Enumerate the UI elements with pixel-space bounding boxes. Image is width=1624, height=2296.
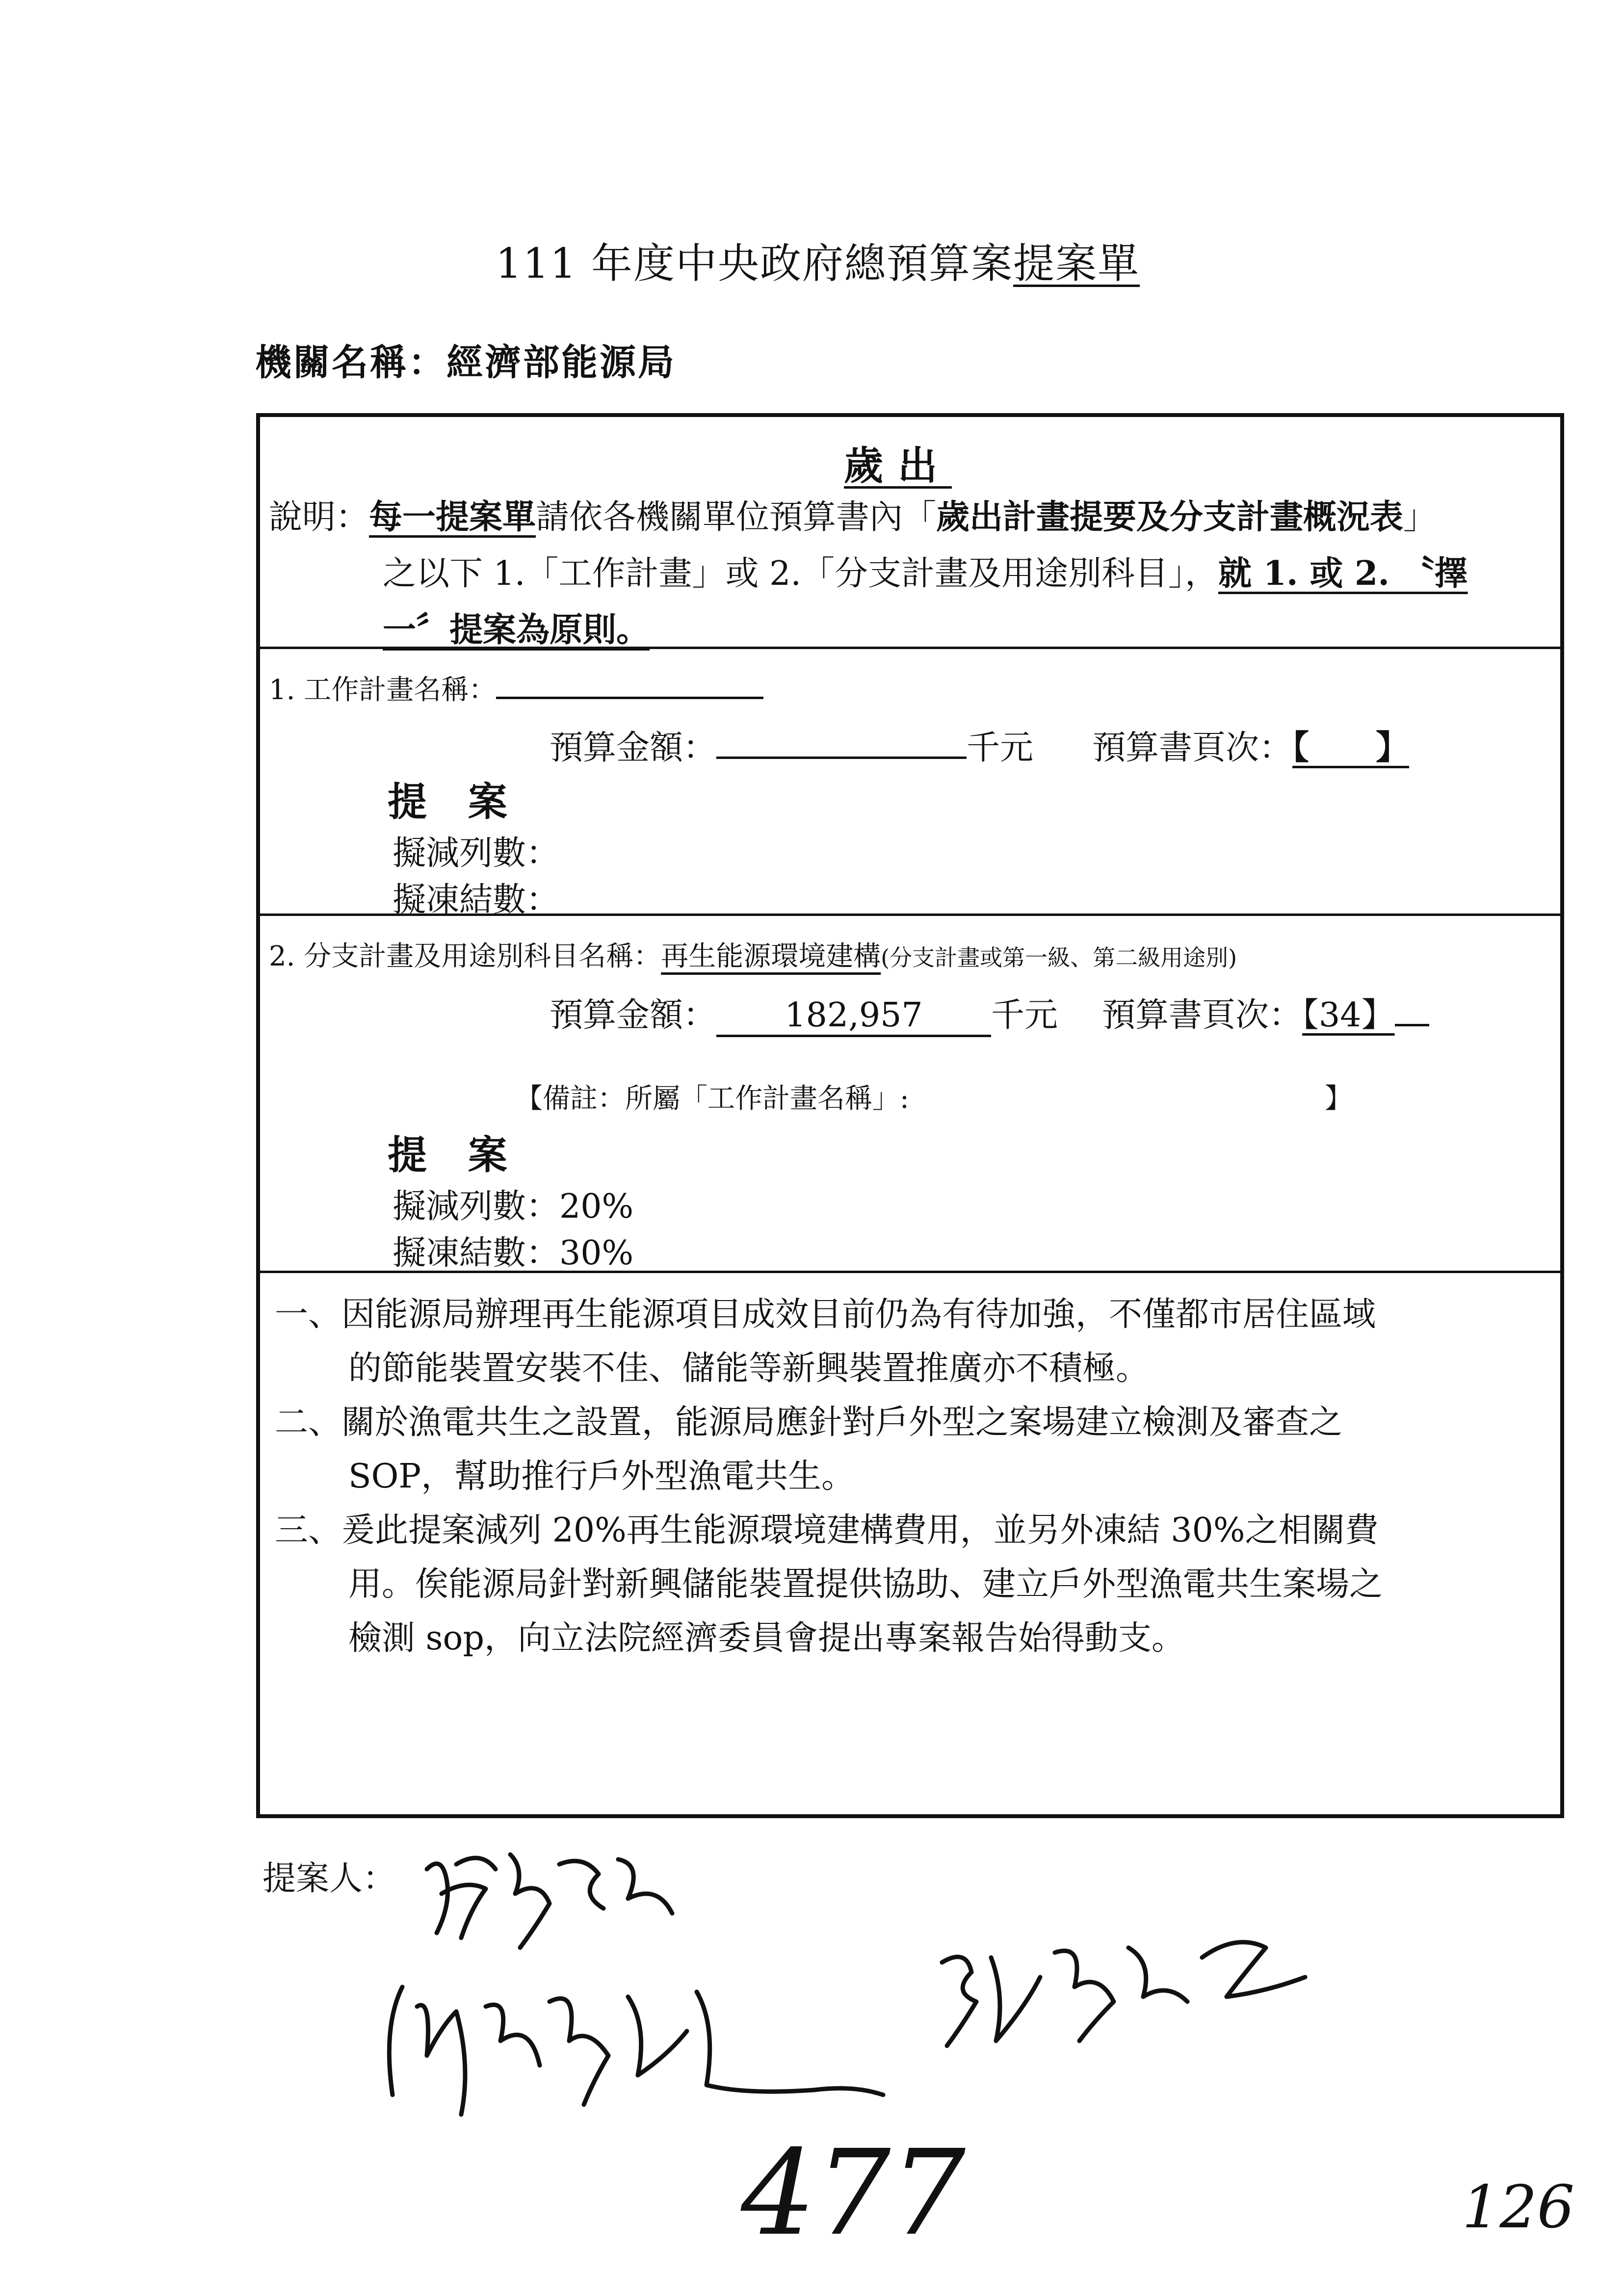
item2-unit: 千元 [991, 996, 1058, 1035]
item2-remark-open: 【備註：所屬「工作計畫名稱」: [515, 1083, 909, 1115]
divider-1 [256, 647, 1564, 649]
item1-reduce-label: 擬減列數： [393, 834, 560, 873]
instructions-label: 說明： [269, 498, 369, 537]
item1-name-row [269, 667, 763, 707]
item1-page-label: 預算書頁次： [1092, 729, 1293, 767]
item1-page-value: 【 】 [1292, 728, 1410, 767]
instructions-text-1: 請依各機關單位預算書內「 [536, 498, 937, 537]
item2-page-blank [1395, 994, 1429, 1026]
item2-budget-label: 預算金額： [550, 996, 717, 1035]
proposer-label: 提案人： [262, 1859, 396, 1898]
item2-budget-value: 182,957 [716, 996, 991, 1037]
reason-1-line-1: 一、因能源局辦理再生能源項目成效目前仍為有待加強，不僅都市居住區域 [275, 1295, 1376, 1334]
item2-budget-row [550, 989, 1429, 1037]
signature-2-image [373, 1967, 903, 2144]
title-prefix: 111 年度中央政府總預算案 [496, 239, 1014, 287]
signature-1-image [412, 1835, 697, 1962]
item2-name-note: (分支計畫或第一級、第二級用途別) [881, 944, 1237, 971]
item1-name-blank [496, 667, 763, 699]
item2-name-value: 再生能源環境建構 [661, 940, 881, 972]
divider-2 [256, 913, 1564, 916]
item1-name-label: 1. 工作計畫名稱： [269, 674, 497, 706]
instructions-text-3: 之以下 1.「工作計畫」或 2.「分支計畫及用途別科目」， [383, 554, 1218, 593]
item2-remark-close: 】 [1325, 1083, 1352, 1115]
item2-freeze: 擬凍結數：30% [393, 1234, 634, 1273]
item1-unit: 千元 [967, 729, 1034, 767]
item2-name-row [269, 935, 1237, 974]
divider-3 [256, 1271, 1564, 1273]
agency-name: 機關名稱：經濟部能源局 [255, 341, 676, 384]
item1-budget-row [550, 721, 1409, 769]
document-title [496, 231, 1140, 290]
reason-2-line-2: SOP，幫助推行戶外型漁電共生。 [348, 1457, 855, 1496]
item2-proposal-label: 提 案 [388, 1132, 521, 1178]
instructions-line-3: 一〞提案為原則。 [383, 610, 650, 650]
instructions-emphasis-3: 就 1. 或 2. 〝擇 [1218, 554, 1468, 593]
instructions-text-2: 」 [1403, 498, 1437, 537]
item1-budget-blank [716, 727, 967, 759]
section-header: 歲出 [844, 443, 952, 489]
reason-3-line-2: 用。俟能源局針對新興儲能裝置提供協助、建立戶外型漁電共生案場之 [348, 1565, 1383, 1604]
signature-3-image [922, 1918, 1325, 2065]
page-number: 477 [741, 2124, 966, 2262]
instructions-line-1 [269, 491, 1437, 538]
instructions-emphasis-1: 每一提案單 [369, 497, 536, 537]
instructions-line-2 [383, 547, 1468, 595]
item1-budget-label: 預算金額： [550, 729, 717, 767]
item1-proposal-label: 提 案 [388, 779, 521, 825]
title-suffix: 提案單 [1013, 239, 1140, 287]
item2-page-value: 【34】 [1302, 996, 1395, 1035]
reason-3-line-3: 檢測 sop，向立法院經濟委員會提出專案報告始得動支。 [348, 1619, 1185, 1658]
item1-freeze-label: 擬凍結數： [393, 881, 560, 919]
corner-number: 126 [1462, 2173, 1575, 2242]
item2-reduce: 擬減列數：20% [393, 1187, 634, 1226]
reason-2-line-1: 二、關於漁電共生之設置，能源局應針對戶外型之案場建立檢測及審查之 [275, 1403, 1343, 1442]
item2-page-label: 預算書頁次： [1102, 996, 1303, 1035]
reason-1-line-2: 的節能裝置安裝不佳、儲能等新興裝置推廣亦不積極。 [348, 1349, 1150, 1388]
instructions-emphasis-2: 歲出計畫提要及分支計畫概況表 [936, 497, 1404, 537]
item2-name-label: 2. 分支計畫及用途別科目名稱： [269, 940, 661, 972]
reason-3-line-1: 三、爰此提案減列 20%再生能源環境建構費用，並另外凍結 30%之相關費 [275, 1511, 1379, 1550]
